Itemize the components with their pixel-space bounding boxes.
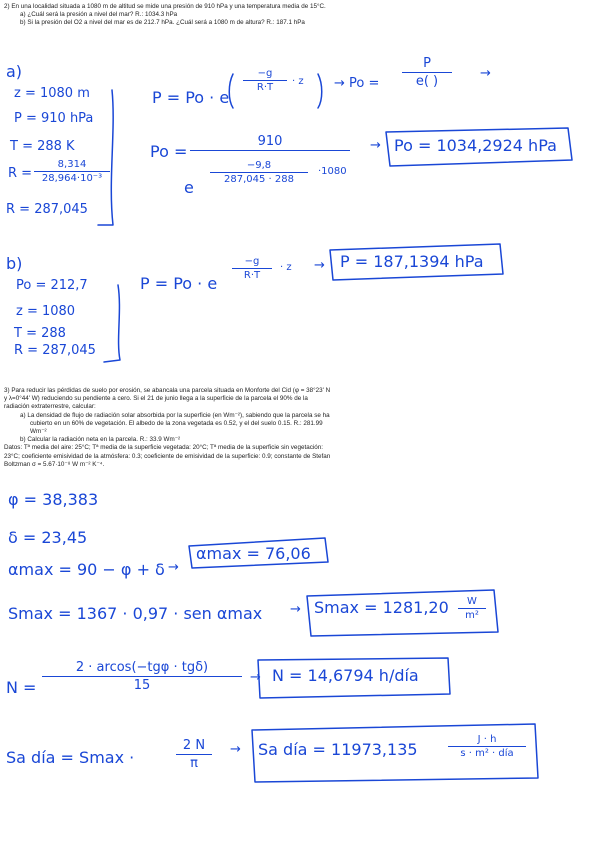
problem-2-intro: 2) En una localidad situada a 1080 m de altitud se mide una presión de 910 hPa y una temperatura media de 15°C. — [4, 3, 326, 10]
exponent-numerator: −g — [257, 68, 273, 79]
problem-3-intro: 3) Para reducir las pérdidas de suelo por erosión, se abancala una parcela situada en Monforte del Cid (φ = 38°23' N y λ=0°44' W) reduciendo su pendiente a cero. Si el 21 de junio llega a la superficie de la parcela el 90% de la radiación extraterrestre, calcular: — [4, 387, 331, 411]
work3-sd-unit — [448, 734, 526, 759]
solve-numerator: P — [423, 56, 431, 71]
part-a-result: Po = 1034,2924 hPa — [394, 136, 557, 155]
work3-sd-arrow: → — [230, 742, 241, 757]
work3-n-lhs: N = — [6, 678, 37, 697]
fraction-bar — [458, 608, 486, 609]
po-exponent-numerator: −9,8 — [246, 160, 272, 171]
part-b-result: P = 187,1394 hPa — [340, 252, 484, 271]
po-numerator: 910 — [257, 134, 283, 149]
sd-denominator: π — [190, 756, 198, 771]
part-b-formula-exponent-tail: · z — [280, 262, 292, 273]
work3-n-arrow: → — [250, 670, 261, 685]
part-a-po-e: e — [184, 178, 194, 197]
fraction-bar — [232, 268, 272, 269]
part-a-r-numerator: 8,314 — [57, 159, 87, 170]
part-a-temperature: T = 288 K — [10, 139, 75, 154]
work3-declination: δ = 23,45 — [8, 528, 88, 547]
problem-3-data: Datos: Tª media del aire: 25°C; Tª media de la superficie vegetada: 20°C; Tª media de la superficie sin vegetación: 23°C; coeficiente emisividad de la atmósfera: 0.3; coeficiente de emisividad de la superficie: 0.9; constante de Stefan Boltzman σ = 5.67·10⁻⁸ W m⁻² K⁻⁴. — [4, 444, 331, 468]
part-a-label: a) — [6, 62, 23, 81]
part-a-r-value: R = 287,045 — [6, 202, 88, 217]
n-denominator: 15 — [133, 678, 151, 693]
work3-smax: Smax = 1367 · 0,97 · sen αmax — [8, 604, 263, 623]
unit-denominator: s · m² · día — [460, 748, 514, 759]
fraction-bar — [210, 172, 308, 173]
part-a-po-exponent — [210, 160, 308, 185]
work3-alpha-result: αmax = 76,06 — [196, 544, 311, 563]
fraction-bar — [402, 72, 452, 73]
part-a-formula-exponent — [243, 68, 287, 93]
part-a-r-denominator: 28,964·10⁻³ — [41, 173, 103, 184]
work3-smax-arrow: → — [290, 602, 301, 617]
sd-numerator: 2 N — [182, 738, 206, 753]
part-b-r: R = 287,045 — [14, 343, 96, 358]
part-a-solve-fraction — [402, 56, 452, 89]
part-a-r-prefix: R = — [8, 166, 33, 181]
part-a-solve-po: → Po = — [334, 76, 380, 91]
unit-denominator: m² — [465, 610, 479, 621]
fraction-bar — [190, 150, 350, 151]
problem-3-question-a: a) La densidad de flujo de radiación solar absorbida por la superficie (en Wm⁻²), sabiendo que la parcela se ha cubierto en un 60% de vegetación. El albedo de la zona vegetada es 0.52, y el del suelo 0.15. R.: 281.99 Wm⁻² — [20, 411, 330, 436]
work3-sd-result: Sa día = 11973,135 — [258, 740, 418, 759]
work3-alpha-max: αmax = 90 − φ + δ — [8, 560, 165, 579]
exponent-numerator: −g — [244, 256, 260, 267]
part-b-po: Po = 212,7 — [16, 278, 88, 293]
part-a-formula: P = Po · e — [152, 88, 230, 107]
po-exponent-denominator: 287,045 · 288 — [224, 174, 294, 185]
part-b-formula-exponent — [232, 256, 272, 281]
fraction-bar — [42, 676, 242, 677]
part-a-po-equals: Po = — [150, 142, 188, 161]
work3-sd-lhs: Sa día = Smax · — [6, 748, 135, 767]
work3-n-fraction — [42, 660, 242, 693]
solve-denominator: e( ) — [415, 74, 439, 89]
part-a-altitude: z = 1080 m — [14, 86, 90, 101]
part-a-trailing-arrow: → — [480, 66, 491, 81]
fraction-bar — [176, 754, 212, 755]
problem-2-statement — [4, 3, 338, 28]
problem-3-statement — [4, 387, 334, 469]
part-b-label: b) — [6, 254, 23, 273]
problem-2-question-a: a) ¿Cuál será la presión a nivel del mar? R.: 1034.3 hPa — [20, 11, 178, 19]
work3-n-result: N = 14,6794 h/día — [272, 666, 419, 685]
fraction-bar — [448, 746, 526, 747]
work3-alpha-arrow: → — [168, 560, 179, 575]
work3-sd-fraction — [176, 738, 212, 771]
fraction-bar — [243, 80, 287, 81]
work3-latitude: φ = 38,383 — [8, 490, 99, 509]
part-b-altitude: z = 1080 — [16, 304, 76, 319]
part-a-pressure: P = 910 hPa — [14, 111, 94, 126]
problem-3-question-b: b) Calcular la radiación neta en la parcela. R.: 33.9 Wm⁻² — [20, 436, 181, 444]
part-b-result-arrow: → — [314, 258, 325, 273]
unit-numerator: W — [467, 596, 477, 607]
work3-smax-result: Smax = 1281,20 — [314, 598, 449, 617]
work3-smax-unit — [458, 596, 486, 621]
part-a-po-exponent-tail: ·1080 — [318, 166, 347, 177]
part-a-result-arrow: → — [370, 138, 381, 153]
part-b-temperature: T = 288 — [14, 326, 66, 341]
fraction-bar — [34, 171, 110, 172]
exponent-denominator: R·T — [243, 270, 261, 281]
part-a-r-fraction — [34, 159, 110, 184]
part-b-formula: P = Po · e — [140, 274, 218, 293]
problem-2-question-b: b) Si la presión del O2 a nivel del mar es de 212.7 hPa. ¿Cuál será a 1080 m de altura? R.: 187.1 hPa — [20, 19, 305, 27]
unit-numerator: J · h — [477, 734, 497, 745]
exponent-denominator: R·T — [256, 82, 274, 93]
part-a-formula-exponent-tail: · z — [292, 76, 304, 87]
n-numerator: 2 · arcos(−tgφ · tgδ) — [75, 660, 209, 675]
